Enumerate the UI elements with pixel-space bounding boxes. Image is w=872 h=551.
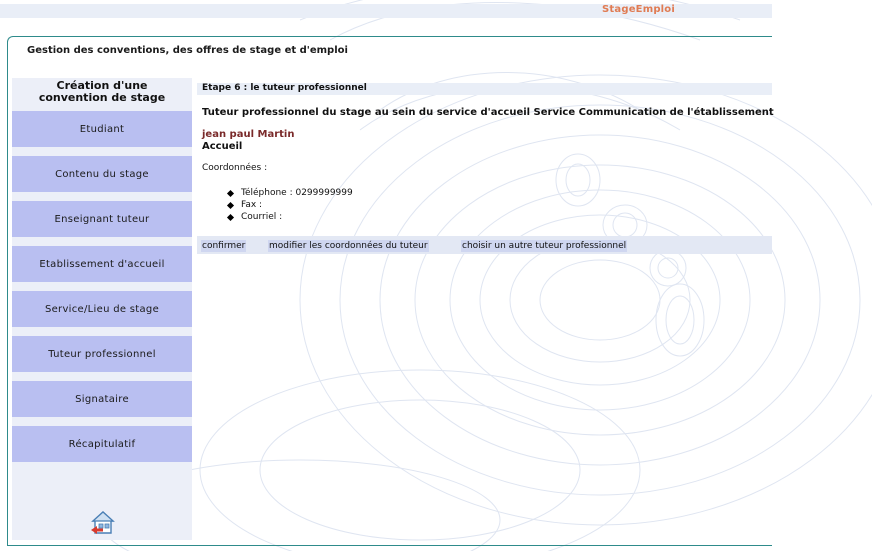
- sidebar-item-contenu-du-stage[interactable]: Contenu du stage: [12, 156, 192, 192]
- list-item: [228, 187, 353, 199]
- step-title: Etape 6 : le tuteur professionnel: [202, 83, 367, 93]
- list-item: [228, 211, 353, 223]
- phone-value: Téléphone : 0299999999: [241, 188, 353, 198]
- fax-value: Fax :: [241, 200, 263, 210]
- sidebar-item-etudiant[interactable]: Etudiant: [12, 111, 192, 147]
- frame-bottom-border: [7, 545, 772, 546]
- sidebar-title-line-2: convention de stage: [38, 91, 166, 104]
- frame-left-border: [7, 68, 8, 546]
- email-value: Courriel :: [241, 212, 283, 222]
- home-back-icon[interactable]: [90, 510, 116, 536]
- sidebar-item-recapitulatif[interactable]: Récapitulatif: [12, 426, 192, 462]
- coordinates-label: Coordonnées :: [202, 163, 268, 173]
- brand-logo-text: StageEmploi: [602, 4, 676, 15]
- bullet-icon: [227, 201, 234, 208]
- modify-coordinates-button[interactable]: modifier les coordonnées du tuteur: [269, 241, 428, 251]
- tutor-function: Accueil: [202, 141, 243, 152]
- sidebar-item-service-lieu-de-stage[interactable]: Service/Lieu de stage: [12, 291, 192, 327]
- page-title: Gestion des conventions, des offres de stage et d'emploi: [27, 45, 348, 56]
- sidebar-title-line-1: Création d'une: [56, 79, 148, 92]
- sidebar-item-signataire[interactable]: Signataire: [12, 381, 192, 417]
- sidebar-item-etablissement-accueil[interactable]: Etablissement d'accueil: [12, 246, 192, 282]
- sidebar-title: [12, 80, 192, 104]
- bullet-icon: [227, 189, 234, 196]
- confirm-button[interactable]: confirmer: [202, 241, 246, 251]
- section-heading: Tuteur professionnel du stage au sein du service d'accueil Service Communication de l'établissement: [202, 107, 774, 118]
- tutor-name: jean paul Martin: [202, 129, 295, 140]
- sidebar-item-enseignant-tuteur[interactable]: Enseignant tuteur: [12, 201, 192, 237]
- coordinates-list: [228, 187, 353, 223]
- bullet-icon: [227, 213, 234, 220]
- list-item: [228, 199, 353, 211]
- sidebar-item-tuteur-professionnel[interactable]: Tuteur professionnel: [12, 336, 192, 372]
- choose-other-tutor-button[interactable]: choisir un autre tuteur professionnel: [462, 241, 627, 251]
